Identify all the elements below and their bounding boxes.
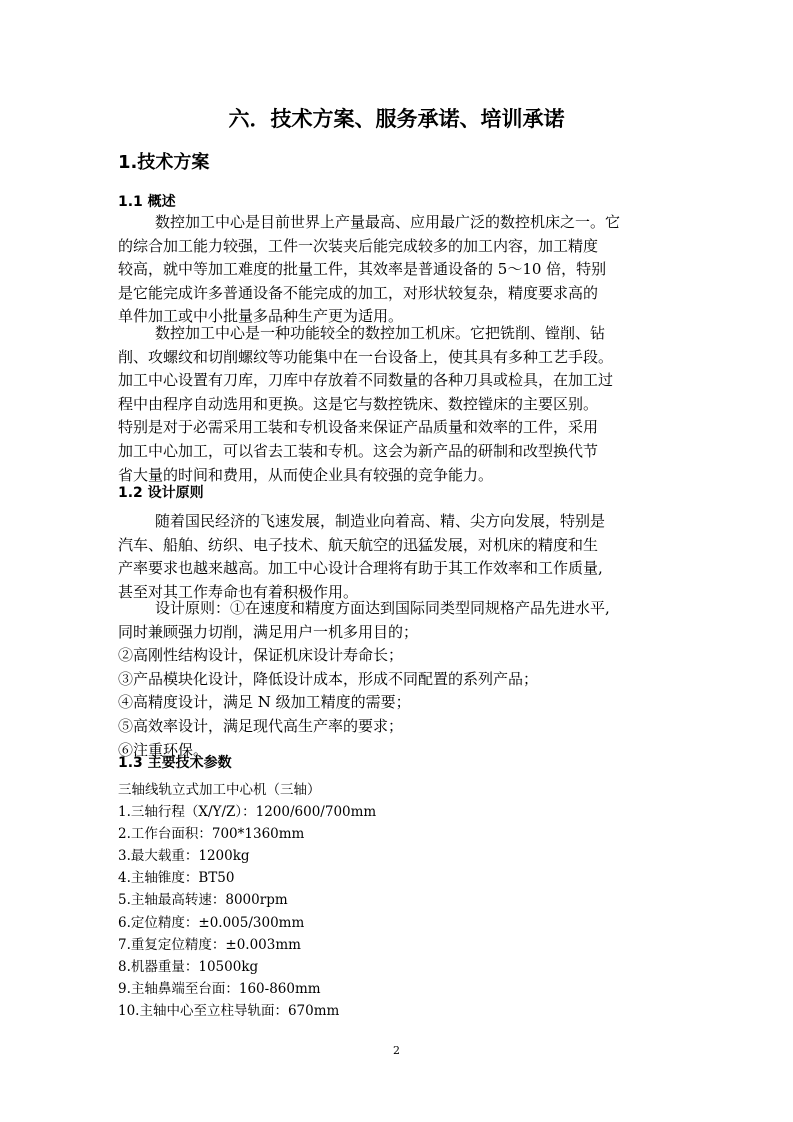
text-line: ⑤高效率设计，满足现代高生产率的要求； [118, 716, 404, 735]
text-line: 汽车、船舶、纺织、电子技术、航天航空的迅猛发展，对机床的精度和生 [118, 535, 599, 554]
text-line: 数控加工中心是一种功能较全的数控加工机床。它把铣削、镗削、钻 [155, 324, 606, 342]
subsection-heading-main-parameters: 1.3 主要技术参数 [118, 755, 232, 771]
text-line: 甚至对其工作寿命也有着积极作用。 [118, 582, 359, 601]
text-line: 单件加工或中小批量多品种生产更为适用。 [118, 307, 404, 326]
text-line: 省大量的时间和费用，从而使企业具有较强的竞争能力。 [118, 465, 494, 484]
list-item: 9.主轴鼻端至台面：160-860mm [118, 980, 321, 997]
text-line: 较高，就中等加工难度的批量工件，其效率是普通设备的 5～10 倍，特别 [118, 260, 607, 279]
parameter-list [118, 779, 376, 1022]
overview-paragraph-1 [118, 211, 678, 329]
design-paragraph-2 [118, 597, 678, 762]
text-line: 加工中心加工，可以省去工装和专机。这会为新产品的研制和改型换代节 [118, 441, 599, 460]
section-heading-technical-plan: 1.技术方案 [118, 152, 210, 173]
list-item: 6.定位精度：±0.005/300mm [118, 914, 305, 931]
text-line: 削、攻螺纹和切削螺纹等功能集中在一台设备上，使其具有多种工艺手段。 [118, 347, 614, 366]
text-line: 加工中心设置有刀库，刀库中存放着不同数量的各种刀具或检具，在加工过 [118, 371, 614, 390]
text-line: 特别是对于必需采用工装和专机设备来保证产品质量和效率的工件，采用 [118, 418, 599, 437]
list-item: 5.主轴最高转速：8000rpm [118, 892, 288, 909]
list-item: 2.工作台面积：700*1360mm [118, 826, 305, 843]
text-line: ⑥注重环保。 [118, 740, 209, 759]
list-item: 10.主轴中心至立柱导轨面：670mm [118, 1002, 340, 1019]
text-line: 同时兼顾强力切削，满足用户一机多用目的； [118, 622, 419, 641]
list-item: 1.三轴行程（X/Y/Z）：1200/600/700mm [118, 804, 377, 821]
list-item: 4.主轴锥度：BT50 [118, 870, 235, 887]
text-line: ③产品模块化设计，降低设计成本，形成不同配置的系列产品； [118, 669, 539, 688]
subsection-heading-overview: 1.1 概述 [118, 194, 176, 210]
subsection-heading-design-principles: 1.2 设计原则 [118, 485, 204, 501]
text-line: 设计原则：①在速度和精度方面达到国际同类型同规格产品先进水平, [155, 599, 610, 617]
text-line: 是它能完成许多普通设备不能完成的加工，对形状较复杂，精度要求高的 [118, 283, 599, 302]
text-line: 的综合加工能力较强，工件一次装夹后能完成较多的加工内容，加工精度 [118, 236, 599, 255]
text-line: ④高精度设计，满足 N 级加工精度的需要； [118, 693, 411, 712]
text-line: 程中由程序自动选用和更换。这是它与数控铣床、数控镗床的主要区别。 [118, 394, 599, 413]
overview-paragraph-2 [118, 322, 678, 487]
text-line: 数控加工中心是目前世界上产量最高、应用最广泛的数控机床之一。它 [155, 213, 621, 231]
list-item: 7.重复定位精度：±0.003mm [118, 936, 301, 953]
text-line: ②高刚性结构设计，保证机床设计寿命长； [118, 646, 404, 665]
page-number: 2 [393, 1044, 400, 1057]
list-item: 8.机器重量：10500kg [118, 958, 259, 975]
list-item: 3.最大载重：1200kg [118, 848, 250, 865]
list-item: 三轴线轨立式加工中心机（三轴） [118, 782, 321, 798]
text-line: 随着国民经济的飞速发展，制造业向着高、精、尖方向发展，特别是 [155, 512, 606, 530]
text-line: 产率要求也越来越高。加工中心设计合理将有助于其工作效率和工作质量, [118, 559, 603, 578]
page-title: 六．技术方案、服务承诺、培训承诺 [228, 107, 565, 131]
design-paragraph-1 [118, 510, 678, 604]
